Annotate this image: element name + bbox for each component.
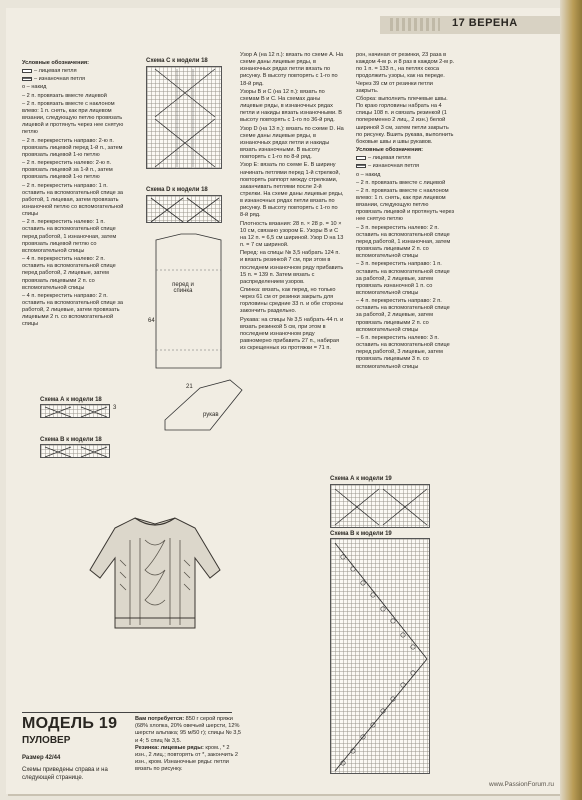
purl-stitch-symbol [22,77,32,81]
materials-block [135,716,241,774]
legend-item: – 2 п. перекрестить налево: 1 п. оставить на вспомогательной спице перед работой, 1 изнаночная, затем провязать лицевой петлю со вспомогательной спицы [22,219,117,254]
chart-b18-grid [40,444,110,458]
legend-item: – изнаночная петля [356,163,456,170]
page-number: 17 ВЕРЕНА [452,17,518,29]
dim-21: 21 [186,384,193,390]
knit-stitch-symbol [356,156,366,160]
legend-left [22,60,126,330]
model-title: МОДЕЛЬ 19 [22,715,118,732]
front-back-schematic [136,230,246,380]
materials-label: Вам потребуется: [135,716,185,722]
legend-item: – 2 п. провязать вместе с лицевой [356,179,446,186]
text-paragraph: рон, начиная от резинки, 23 раза в каждом 4-м р. и 8 раз в каждом 2-м р. по 1 п. = 133 п., на петлях скоса продолжить узоры, как на переде. Через 39 см от резинки петли закрыть. [356,52,455,94]
text-paragraph: Спинка: вязать, как перед, но только через 61 см от резинки закрыть для горловины средние 33 п. и обе стороны закончить раздельно. [240,287,344,315]
legend-item: – лицевая петля [22,68,126,75]
text-paragraph: Узор D (на 13 п.): вязать по схеме D. На схеме даны лицевые ряды, в изнаночных рядах петли и накиды вязать изнаночными. В высоту повторять с 1-го по 8-й ряд. [240,125,344,161]
sleeve-label: рукав [203,412,219,418]
legend-item: о – накид [356,171,381,178]
sweater-illustration [80,510,230,640]
front-back-label: перед и спинка [172,282,194,294]
legend-item: – 2 п. перекрестить направо: 2-ю п. провязать лицевой перед 1-й п., затем провязать лицевой 1-ю петлю [22,137,123,158]
chart-b19-title: Схема В к модели 19 [330,531,392,537]
model-note: Схемы приведены справа и на следующей странице. [22,767,108,781]
chart-d-title: Схема D к модели 18 [146,187,208,193]
legend-item: о – накид [22,84,47,91]
model-subtitle: ПУЛОВЕР [22,735,71,746]
page-edge [560,0,582,800]
chart-b18-title: Схема В к модели 18 [40,437,102,443]
chart-a18-title: Схема А к модели 18 [40,397,102,403]
purl-stitch-symbol [356,164,366,168]
rib-text: кром., * 2 изн., 2 лиц.; повторять от *, закончить 2 изн., кром. Изнаночные ряды: петли вязать по рисунку. [135,744,239,773]
chart-d-cables [147,196,223,224]
text-paragraph: Плотность вязания: 28 п. × 28 р. = 10 × 10 см, связано узором Е. Узоры В и С на 12 п. = 6,5 см шириной. Узор D на 13 п. = 7 см шириной. [240,220,344,249]
model-size: Размер 42/44 [22,755,61,761]
text-paragraph: Узор А (на 12 п.): вязать по схеме А. На схеме даны лицевые ряды, в изнаночных рядах петли вязать по рисунку. В высоту повторять с 1-го по 18-й ряд. [240,52,344,87]
dim-64: 64 [148,318,155,324]
chart-c-title: Схема С к модели 18 [146,58,208,64]
materials-text: 850 г серой пряжи (68% хлопка, 20% овечьей шерсти, 12% шерсти альпака; 95 м/50 г); спицы № 3,5 и 4; 5 спиц № 3,5. [135,716,241,744]
sleeve-schematic [160,370,250,440]
text-paragraph: Сборка: выполнить плечевые швы. По краю горловины набрать на 4 спицы 108 п. и связать резинкой (1 попеременно 2 лиц., 2 изн.) белой шириной 3 см, затем петли закрыть по рисунку. Вшить рукава, выполнить боковые швы и швы рукавов. [356,95,454,145]
watermark: www.PassionForum.ru [489,781,555,788]
title-rule [22,712,232,713]
chart-d-grid [146,195,222,223]
legend-item: – 2 п. провязать вместе с наклоном влево: 1 п. снять, как при лицевом вязании, следующую петлю провязать лицевой и протянуть через нее снятую петлю [22,100,124,136]
legend-item: – 3 п. перекрестить направо: 1 п. оставить на вспомогательной спице за работой, 2 лицевые, затем провязать изнаночной 1 п. со вспомогательной спицы [356,261,450,296]
instructions-col4 [356,52,456,372]
rib-label: Резинка: лицевые ряды: [135,744,204,751]
legend-item: – 2 п. перекрестить направо: 1 п. оставить на вспомогательной спице за работой, 1 лицевая, затем провязать изнаночной петлю со вспомогательной спицы [22,182,124,218]
legend-item: – 2 п. перекрестить налево: 2-ю п. провязать лицевой за 1-й п., затем провязать лицевой 1-ю петлю [22,160,113,181]
chart-a19-grid [330,484,430,528]
legend-item: – 2 п. провязать вместе с наклоном влево: 1 п. снять, как при лицевом вязании, следующую петлю провязать лицевой и протянуть через нее снятую петлю [356,187,455,223]
legend-right-title: Условные обозначения: [356,147,424,154]
text-paragraph: Рукава: на спицы № 3,5 набрать 44 п. и вязать резинкой 5 см, при этом в последнем изнаночном ряду равномерно прибавить 27 п., набирая из скрещенных из протяжки = 71 п. [240,316,344,352]
chart-c-cables [147,67,223,170]
instructions-col3 [240,52,344,353]
text-paragraph: Узоры В и С (на 12 п.): вязать по схемам В и С. На схемах даны лицевые ряды, в изнаночных рядах петли и накиды вязать изнаночными. В высоту повторять с 1-го по 36-й ряд. [240,88,342,124]
knit-stitch-symbol [22,69,32,73]
legend-item: – 4 п. перекрестить направо: 2 п. оставить на вспомогательной спице за работой, 2 лицевые, затем провязать лицевыми 2 п. со вспомогательной спицы [356,298,450,333]
legend-item: – лицевая петля [356,155,456,162]
chart-a19-title: Схема А к модели 19 [330,476,392,482]
legend-left-title: Условные обозначения: [22,60,90,66]
model-title-block [22,715,132,782]
text-paragraph: Узор Е: вязать по схеме Е. В ширину начинать петлями перед 1-й стрелкой, повторять раппорт между стрелками, заканчивать петлями после 2-й стрелки. На схеме даны лицевые ряды, в изнаночных рядах петли вязать по рисунку. В высоту повторять с 1-го по 8-й ряд. [240,162,344,219]
legend-item: – изнаночная петля [22,76,126,83]
legend-item: – 4 п. перекрестить налево: 2 п. оставить на вспомогательной спице перед работой, 2 лицевые, затем провязать лицевыми 2 п. со вспомогательной спицы [22,256,116,291]
dim-3: 3 [113,405,117,411]
chart-c-grid [146,66,222,169]
text-paragraph: Перед: на спицы № 3,5 набрать 124 п. и вязать резинкой 7 см, при этом в последнем изнаночном ряду прибавить 15 п. = 139 п. Затем вязать с распределением узоров. [240,250,344,285]
legend-item: – 3 п. перекрестить налево: 2 п. оставить на вспомогательной спице перед работой, 1 изнаночная, затем провязать лицевыми 2 п. со вспомогательной спицы [356,224,451,260]
header-decoration [390,18,440,31]
chart-a18-grid [40,404,110,418]
legend-item: – 4 п. перекрестить направо: 2 п. оставить на вспомогательной спице за работой, 2 лицевые, затем провязать лицевыми 2 п. со вспомогательной спицы [22,292,124,328]
legend-item: – 2 п. провязать вместе лицевой [22,92,107,99]
chart-b19-grid [330,538,430,774]
legend-item: – 6 п. перекрестить налево: 3 п. оставить на вспомогательной спице перед работой, 3 лицевые, затем провязать лицевыми 3 п. со вспомогательной спицы [356,334,450,370]
